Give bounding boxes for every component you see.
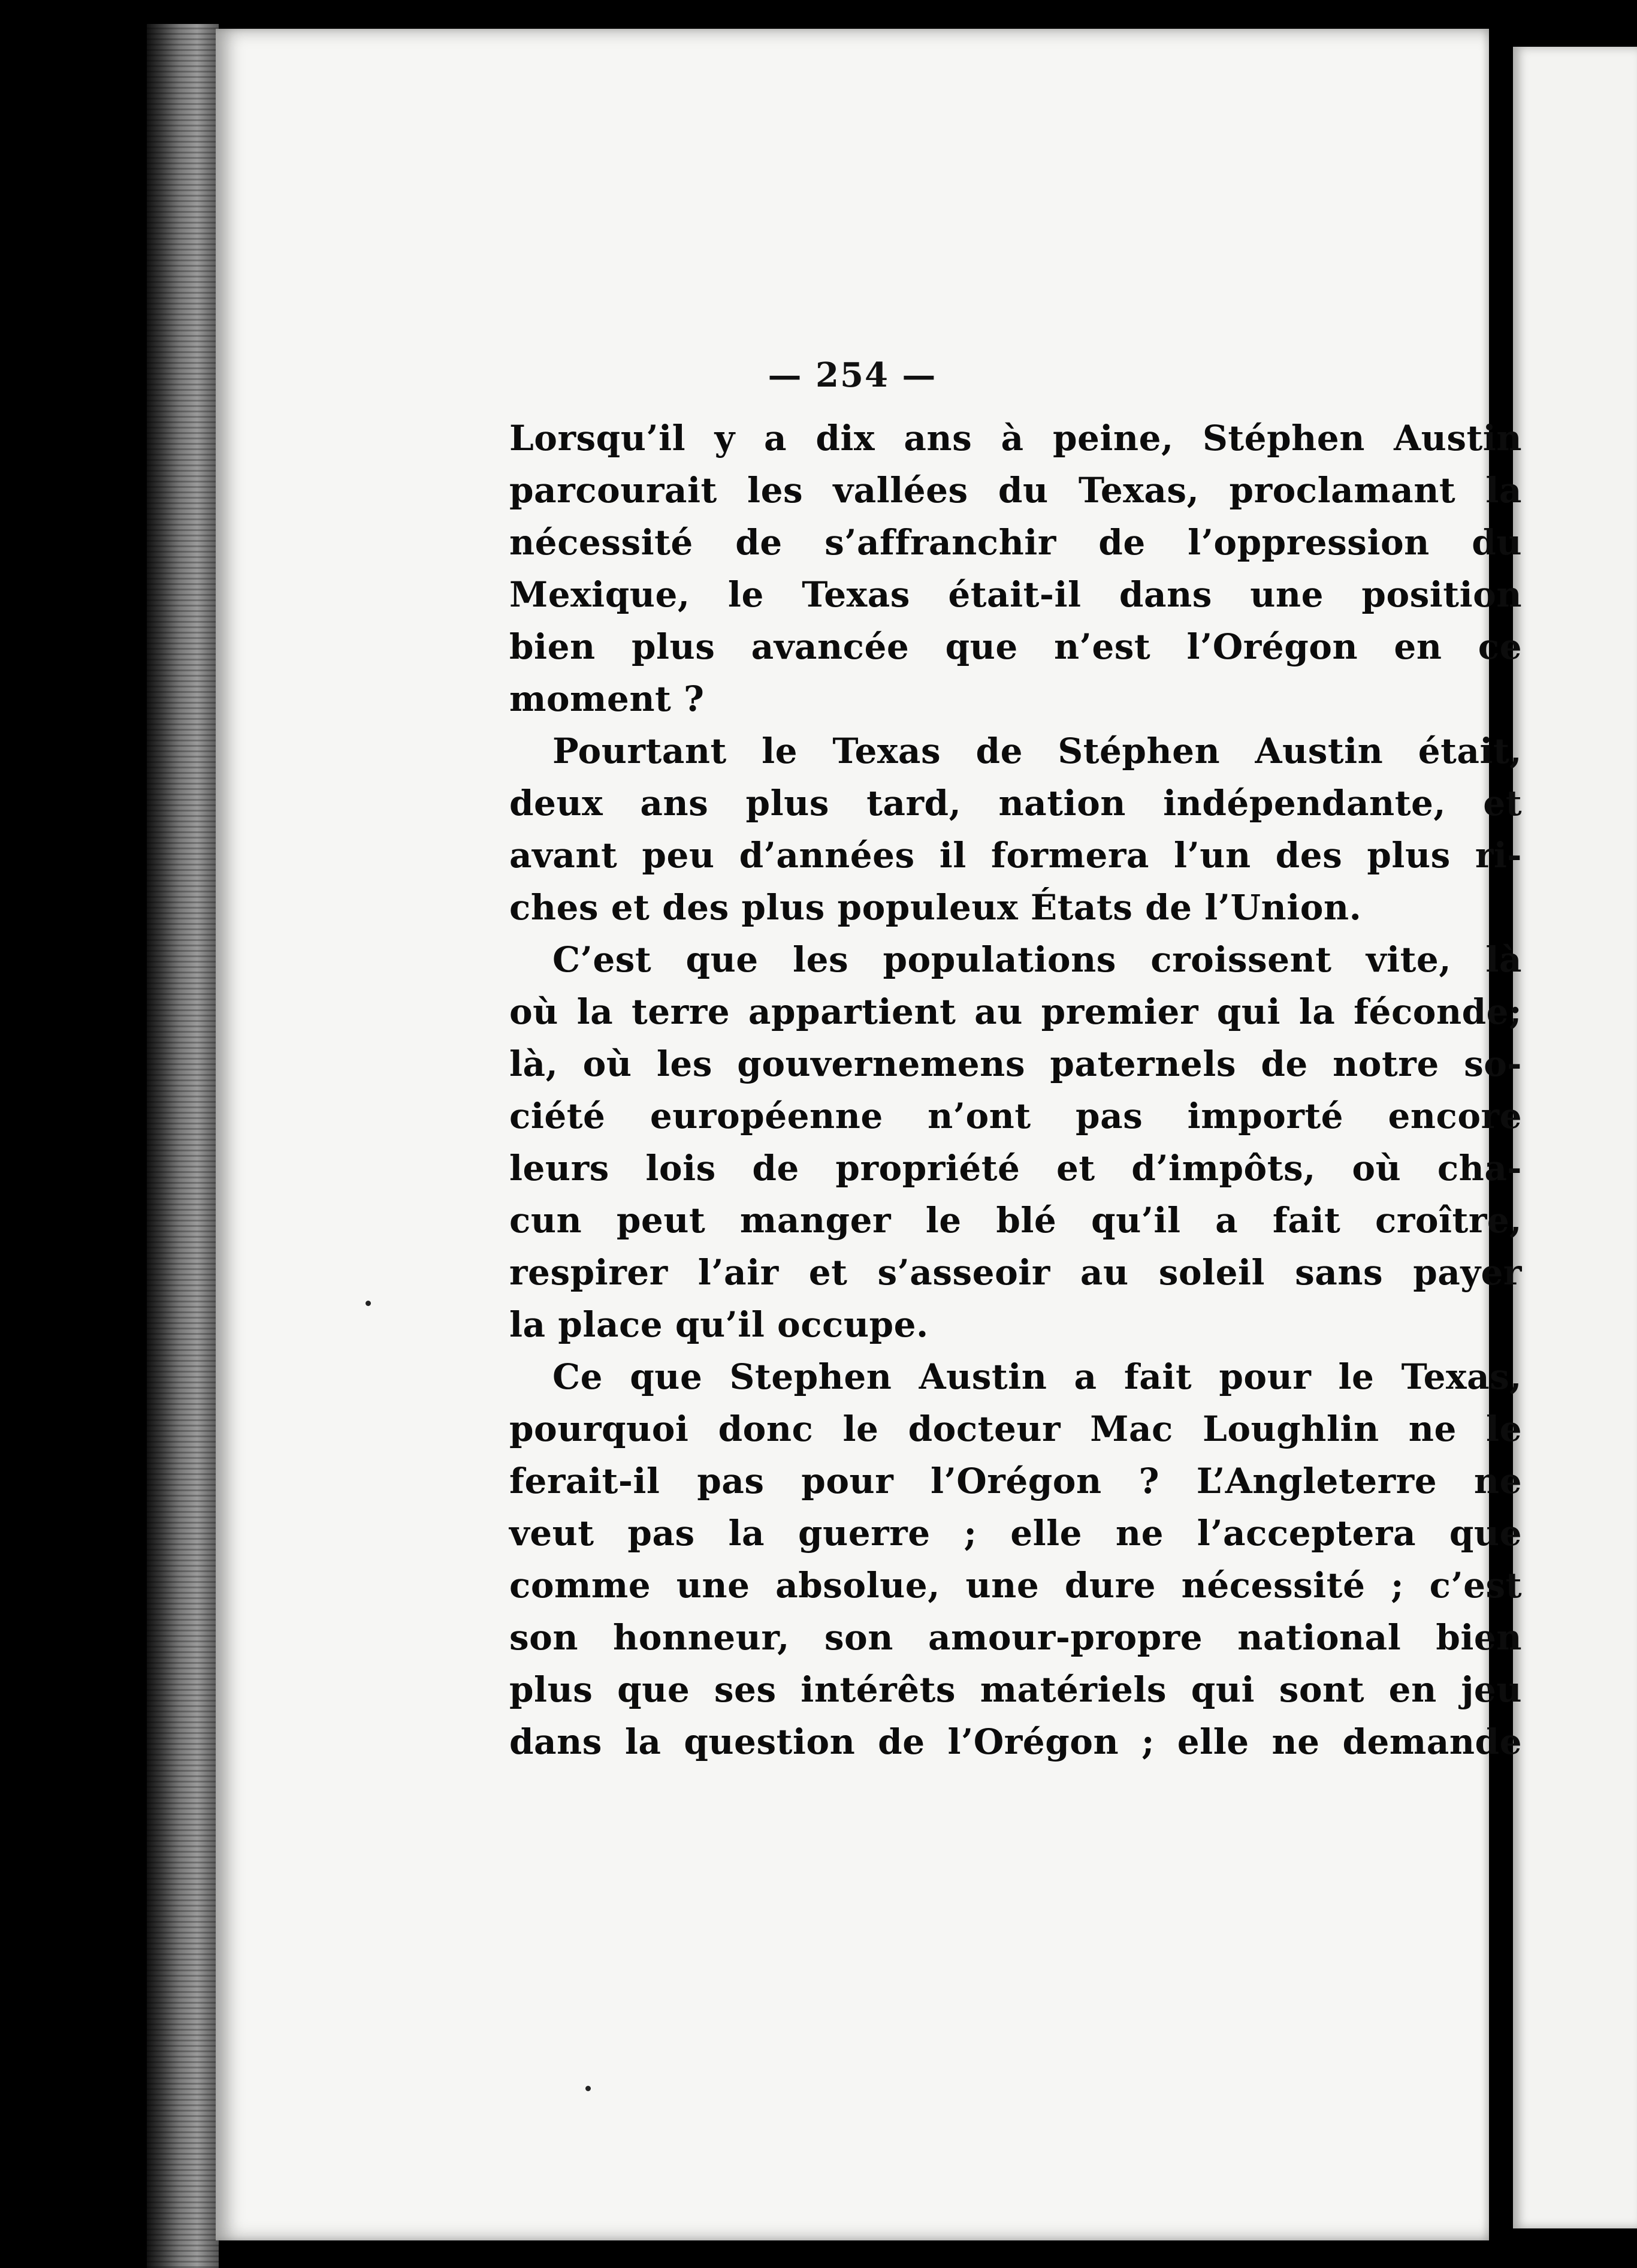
text-line: ferait-il pas pour l’Orégon ? L’Angleterre ne (509, 1461, 1522, 1501)
body-text (509, 412, 1522, 1768)
text-line: deux ans plus tard, nation indépendante, et (509, 783, 1522, 824)
text-line: parcourait les vallées du Texas, proclamant la (509, 470, 1522, 511)
text-line: leurs lois de propriété et d’impôts, où cha- (509, 1148, 1522, 1189)
adjacent-page-edge (1513, 47, 1637, 2228)
text-line: cun peut manger le blé qu’il a fait croître, (509, 1200, 1522, 1241)
text-line: ches et des plus populeux États de l’Union. (509, 887, 1362, 928)
ink-speck (585, 2086, 591, 2091)
book-gutter-edge (147, 24, 219, 2268)
text-line: son honneur, son amour-propre national bien (509, 1617, 1522, 1658)
text-line: pourquoi donc le docteur Mac Loughlin ne le (509, 1409, 1522, 1449)
text-line: avant peu d’années il formera l’un des plus ri- (509, 835, 1522, 876)
text-line: C’est que les populations croissent vite, là (552, 939, 1522, 980)
text-line: dans la question de l’Orégon ; elle ne demande (509, 1721, 1522, 1762)
text-line: veut pas la guerre ; elle ne l’acceptera que (509, 1513, 1522, 1554)
page-number: — 254 — (768, 355, 937, 395)
text-line: plus que ses intérêts matériels qui sont en jeu (509, 1669, 1522, 1710)
text-line: Mexique, le Texas était-il dans une position (509, 574, 1522, 615)
ink-speck (366, 1301, 371, 1306)
text-line: Ce que Stephen Austin a fait pour le Texas, (552, 1356, 1522, 1397)
text-line: où la terre appartient au premier qui la féconde; (509, 991, 1522, 1032)
text-line: moment ? (509, 678, 705, 719)
book-page (216, 29, 1522, 2240)
text-line: là, où les gouvernemens paternels de notre so- (509, 1043, 1522, 1084)
text-line: la place qu’il occupe. (509, 1304, 929, 1345)
text-line: comme une absolue, une dure nécessité ; c’est (509, 1565, 1522, 1606)
text-line: respirer l’air et s’asseoir au soleil sans payer (509, 1252, 1522, 1293)
text-line: nécessité de s’affranchir de l’oppression du (509, 522, 1522, 563)
text-line: ciété européenne n’ont pas importé encore (509, 1096, 1522, 1136)
text-line: bien plus avancée que n’est l’Orégon en ce (509, 626, 1522, 667)
text-line: Lorsqu’il y a dix ans à peine, Stéphen Austin (509, 418, 1522, 459)
text-line: Pourtant le Texas de Stéphen Austin était, (552, 731, 1522, 771)
